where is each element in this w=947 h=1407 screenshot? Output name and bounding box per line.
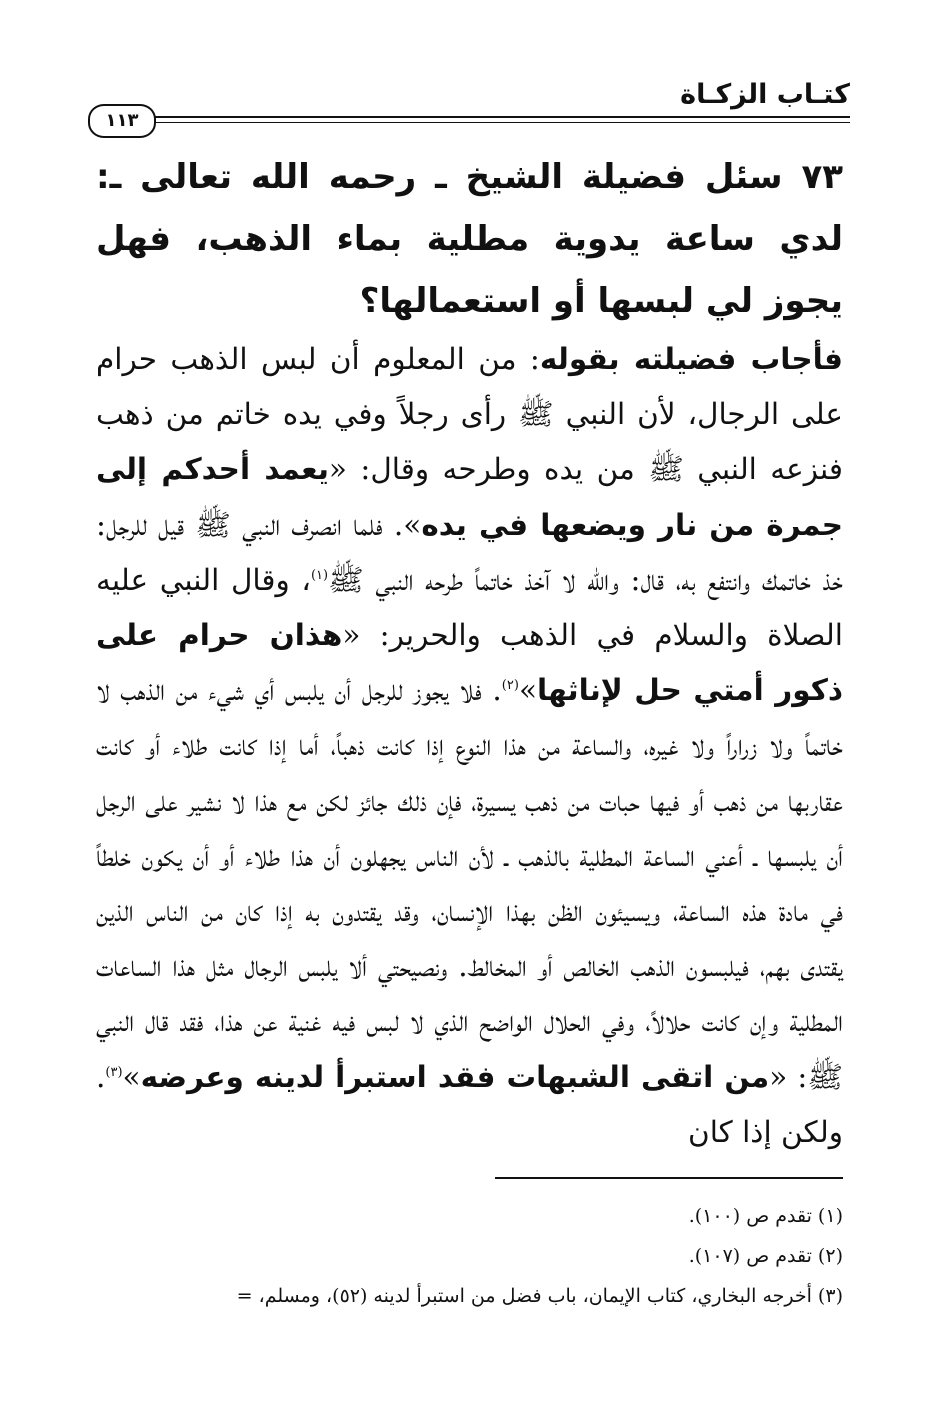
footnote-3: (٣) أخرجه البخاري، كتاب الإيمان، باب فضل من استبرأ لدينه (٥٢)، ومسلم، = [236, 1285, 843, 1307]
answer-text-1: : من المعلوم أن لبس الذهب حرام على الرجال، لأن النبي ﷺ رأى رجلاً وفي يده خاتم من ذهب فنزعه النبي ﷺ من يده وطرحه وقال: « [96, 342, 843, 487]
footnote-ref-2: (٢) [501, 678, 519, 694]
answer-paragraph [96, 332, 843, 1160]
footnote-2: (٢) تقدم ص (١٠٧). [688, 1245, 843, 1267]
answer-text-3: ، وقال النبي عليه الصلاة والسلام في الذهب والحرير: « [96, 562, 843, 653]
answer-text-6: » [122, 1059, 141, 1094]
chapter-title: كتـاب الزكـاة [680, 79, 850, 110]
footnote-ref-3: (٣) [105, 1064, 123, 1080]
answer-text-7: . ولكن إذا كان [96, 1059, 843, 1149]
footnote-1: (١) تقدم ص (١٠٠). [688, 1205, 843, 1227]
answer-text-2: ». فلما انصرف النبي ﷺ قيل للرجل: خذ خاتمك وانتفع به، قال: والله لا آخذ خاتماً طرحه النبي ﷺ [96, 507, 844, 597]
footnote-ref-1: (١) [310, 567, 329, 583]
question-paragraph: ٧٣ سئل فضيلة الشيخ ـ رحمه الله تعالى ـ: لدي ساعة يدوية مطلية بماء الذهب، فهل يجوز لي لبسها أو استعمالها؟ [96, 157, 843, 321]
answer-text-4: » [518, 673, 537, 708]
footnotes [72, 1196, 843, 1316]
hadith-quote-3: من اتقى الشبهات فقد استبرأ لدينه وعرضه [140, 1059, 770, 1094]
hadith-quote-1: يعمد أحدكم إلى جمرة من نار ويضعها في يده [96, 452, 844, 542]
answer-lead: فأجاب فضيلته بقوله [539, 342, 843, 376]
answer-text-5: . فلا يجوز للرجل أن يلبس أي شيء من الذهب لا خاتماً ولا زراراً ولا غيره، والساعة من هذا النوع إذا كانت ذهباً، أما إذا كانت طلاء أو كانت عقاربها من ذهب أو فيها حبات من ذهب يسيرة، فإن ذلك جائز لكن مع هذا لا نشير على الرجل أن يلبسها ـ أعني الساعة المطلية بالذهب ـ لأن الناس يجهلون أن هذا طلاء أو أن يكون خلطاً في مادة هذه الساعة، ويسيئون الظن بهذا الإنسان، وقد يقتدون به إذا كان من الناس الذين يقتدى بهم، فيلبسون الذهب الخالص أو المخالط. ونصيحتي ألا يلبس الرجال مثل هذا الساعات المطلية وإن كانت حلالاً، وفي الحلال الواضح الذي لا لبس فيه غنية عن هذا، فقد قال النبي ﷺ: « [96, 673, 843, 1094]
header-rule-thin [144, 122, 850, 123]
main-text [96, 146, 843, 1160]
footnote-separator [495, 1177, 843, 1179]
page-number: ١١٣ [88, 104, 156, 138]
header-rule [144, 116, 850, 118]
hadith-quote-2: هذان حرام على ذكور أمتي حل لإناثها [96, 618, 843, 708]
running-header [88, 78, 850, 131]
